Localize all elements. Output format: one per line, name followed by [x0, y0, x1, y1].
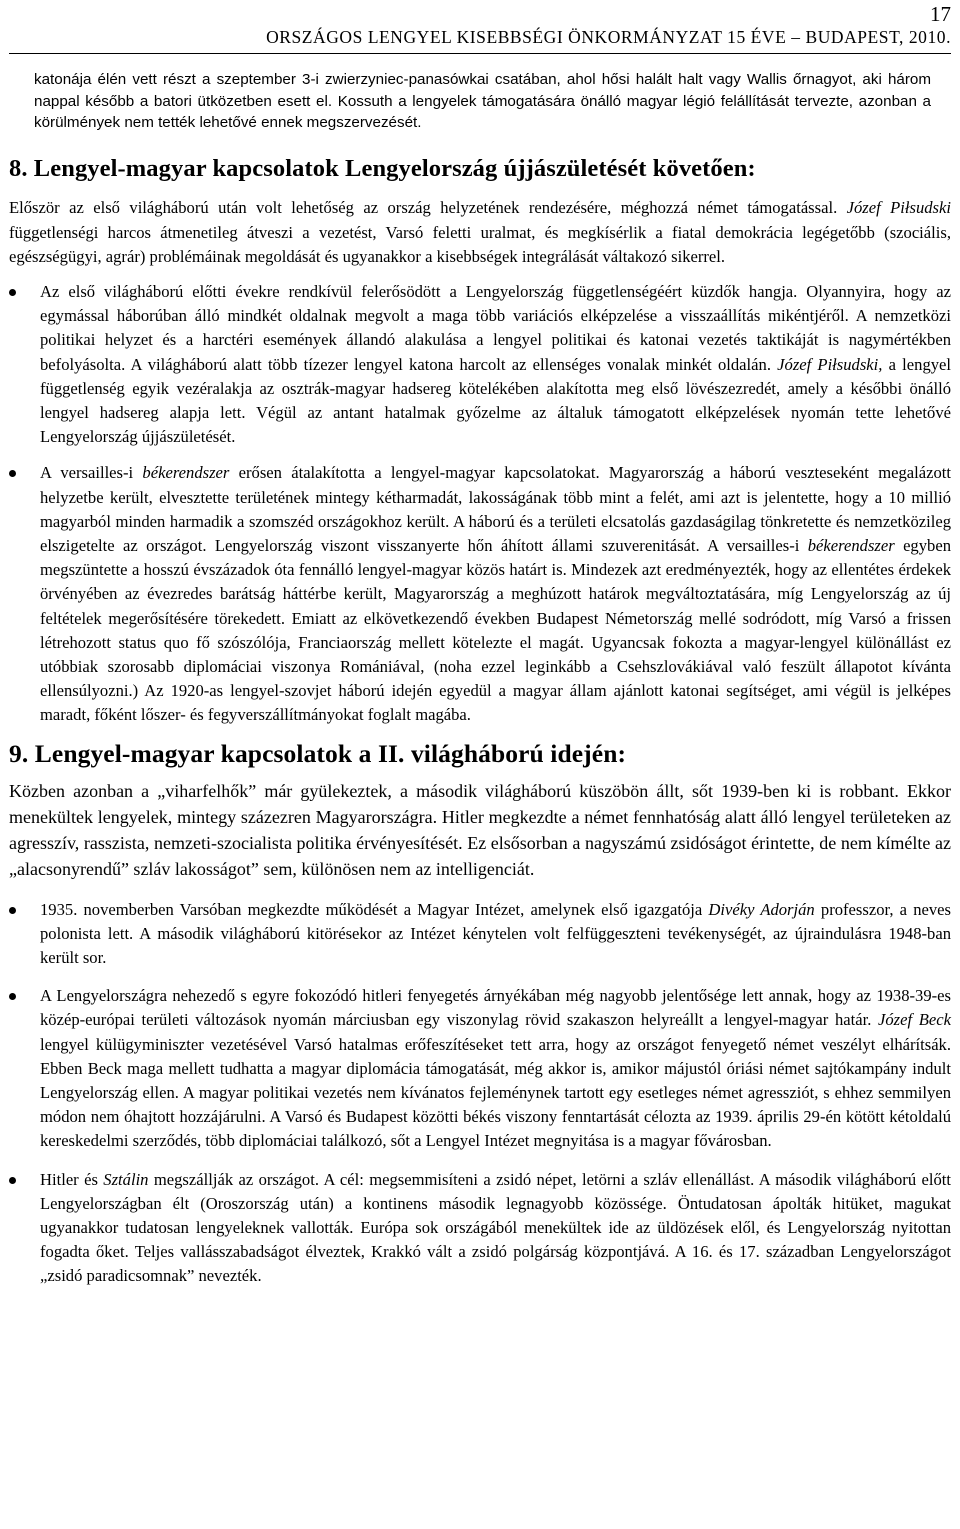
italic-term: békerendszer: [807, 535, 895, 555]
italic-term: békerendszer: [142, 463, 230, 483]
list-item-text: egyben megszüntette a hosszú évszázadok óta fennálló lengyel-magyar közös határt is. Mindezek azt eredményezték, hogy az ellentétes érdekek örvényében az évezredes barátság háttérbe került, Magyarország a meghúzott határok megváltoztatására, míg Lengyelország az új feltételek megerősítésére törekedett. Emiatt az elkövetkezendő években Budapest Németország mellé sodródott, míg Varsó a frissen létrehozott status quo fő szószólója, Franciaország mellett kötelezte el magát. Ugyancsak fokozta a magyar-lengyel különállást ez utóbbiak szorosabb diplomáciai viszonya Romániával, (noha ezzel leginkább a Csehszlovákiával való feszült állapotot kívánta ellensúlyozni.) Az 1920-as lengyel-szovjet háború idején egyedül a magyar állam ajánlott katonai segítséget, ami végül is jelképes maradt, főként lőszer- és fegyverszállítmányokat foglalt magába.: [40, 535, 951, 725]
bullet-icon: [9, 289, 16, 296]
bullet-icon: [9, 1177, 16, 1184]
list-item-text: a lengyel függetlenség egyik vezéralakja az osztrák-magyar hadsereg kötelékében alakította meg első lövészezredét, amely a későbbi önálló lengyel hadsereg alapja lett. Végül az antant hatalmak győzelme az általuk támogatott elképzelések nyomán tette lehetővé Lengyelország újjászületését.: [40, 354, 952, 447]
page-number: 17: [930, 2, 951, 26]
list-item: [9, 898, 951, 971]
list-item: [9, 461, 951, 727]
paragraph-text: Először az első világháború után volt lehetőség az ország helyzetének rendezésére, méghozzá német támogatással.: [9, 198, 847, 218]
running-header: ORSZÁGOS LENGYEL KISEBBSÉGI ÖNKORMÁNYZAT 15 ÉVE – BUDAPEST, 2010.: [9, 27, 951, 54]
intro-text: katonája élén vett részt a szeptember 3-i zwierzyniec-panasówkai csatában, ahol hősi halált halt vagy Wallis őrnagyot, aki három nappal később a batori ütközetben esett el. Kossuth a lengyelek támogatására önálló magyar légió felállítását tervezte, azonban a körülmények nem tették lehetővé ennek megszervezését.: [34, 71, 931, 132]
section-8-title: 8. Lengyel-magyar kapcsolatok Lengyelország újjászületését követően:: [9, 155, 756, 183]
list-item-text: lengyel külügyminiszter vezetésével Varsó hatalmas erőfeszítéseket tett arra, hogy az országot fenyegető német veszélyt elhárítsák. Ebben Beck maga mellett tudhatta a magyar diplomácia támogatását, még akkor is, amikor májustól óriási német sajtókampány indult Lengyelország ellen. A magyar politikai vezetés nem kívánatos fejleménynek tartott egy esetleges német agressziót, s ehhez semmilyen módon nem óhajtott hozzájárulni. A Varsó és Budapest közötti békés viszony fenntartását célozta az 1939. április 29-én kötött kétoldalú kereskedelmi szerződés, több diplomáciai találkozó, sőt a Lengyel Intézet megnyitása is a magyar fővárosban.: [40, 1034, 951, 1151]
list-item-text: Az első világháború előtti évekre rendkívül felerősödött a Lengyelország függetlenségéért küzdők hangja. Olyannyira, hogy az egymással háborúban álló mindkét oldalnak megvolt a maga több variációs elképzelése a visszaállítás mikéntjéről. A nemzetközi politikai helyzet és a harctéri események állandó alakulása a lengyel politikai és katonai vezetés taktikáját is nagymértékben befolyásolta. A világháború alatt több tízezer lengyel katona harcolt az ellenséges vonalak minkét oldalán.: [40, 281, 951, 374]
intro-paragraph: [34, 69, 931, 134]
section-9-paragraph: Közben azonban a „viharfelhők” már gyülekeztek, a második világháború küszöbön állt, sőt 1939-ben ki is robbant. Ekkor menekültek lengyelek, mintegy százezren Magyarországra. Hitler megkezdte a német fennhatóság alatt álló lengyel területeken az agresszív, rasszista, nemzeti-szocialista politika érvényesítését. Ez elsősorban a nagyszámú zsidóságot érintette, de nem kímélte az „alacsonyrendű” szláv lakosságot” sem, különösen nem az intelligenciát.: [9, 780, 951, 879]
section-9-bullet-list: [9, 898, 951, 1289]
bullet-icon: [9, 470, 16, 477]
list-item-text: A Lengyelországra nehezedő s egyre fokozódó hitleri fenyegetés árnyékában még nagyobb jelentősége lett annak, hogy az 1938-39-es közép-európai területi változások nyomán márciusban egy viszonylag rövid szakaszon helyreállt a lengyel-magyar határ.: [40, 986, 951, 1030]
person-name: Józef Piłsudski: [846, 198, 951, 218]
list-item: [9, 1168, 951, 1289]
list-item-text: megszállják az országot. A cél: megsemmisíteni a zsidó népet, letörni a szláv ellenállást. A második világháború előtt Lengyelországban élt (Oroszország után) a kontinens második legnagyobb közössége. Öntudatosan ápolták hitüket, magukat ugyanakkor tudatosan lengyeleknek vallották. Európa sok országából menekültek ide az üldözések elől, és Lengyelország nyitottan fogadta őket. Teljes vallásszabadságot élveztek, Krakkó vált a zsidó polgárság központjává. A 16. és 17. században Lengyelországot „zsidó paradicsomnak” nevezték.: [40, 1169, 951, 1286]
list-item-text: erősen átalakította a lengyel-magyar kapcsolatokat. Magyarország a háború veszteseként megalázott helyzetbe került, elvesztette területének mintegy kétharmadát, lakosságának több mint a felét, ami azt is jelentette, hogy a 10 millió magyarból minden harmadik a szomszéd országokhoz került. A háború és a területi elcsatolás gazdaságilag tönkretette és nemzetközileg elszigetelte az országot. Lengyelország viszont visszanyerte hőn áhított állami szuverenitását. A versailles-i: [40, 463, 951, 555]
bullet-icon: [9, 907, 16, 914]
list-item-text: A versailles-i: [40, 463, 143, 483]
person-name: Józef Piłsudski,: [777, 354, 883, 374]
section-9-title: 9. Lengyel-magyar kapcsolatok a II. világháború idején:: [9, 738, 627, 768]
list-item: [9, 280, 951, 449]
person-name: Józef Beck: [878, 1010, 951, 1030]
person-name: Divéky Adorján: [708, 899, 815, 919]
paragraph-text: függetlenségi harcos átmenetileg átveszi a vezetést, Varsó feletti uralmat, és megkísérlik a fiatal demokrácia legégetőbb (szociális, egészségügyi, agrár) problémáinak megoldását és ugyanakkor a kisebbségek integrálását váltakozó sikerrel.: [9, 222, 951, 267]
list-item-text: Hitler és: [40, 1169, 104, 1189]
person-name: Sztálin: [103, 1169, 149, 1189]
bullet-icon: [9, 993, 16, 1000]
list-item-text: professzor, a neves polonista lett. A második világháború kitörésekor az Intézet kénytelen volt felfüggeszteni tevékenységét, az újraindulásra 1948-ban került sor.: [40, 899, 951, 967]
list-item-text: 1935. novemberben Varsóban megkezdte működését a Magyar Intézet, amelynek első igazgatója: [40, 899, 709, 919]
section-8-bullet-list: [9, 280, 951, 728]
section-8-paragraph: [9, 196, 951, 270]
list-item: [9, 984, 951, 1153]
